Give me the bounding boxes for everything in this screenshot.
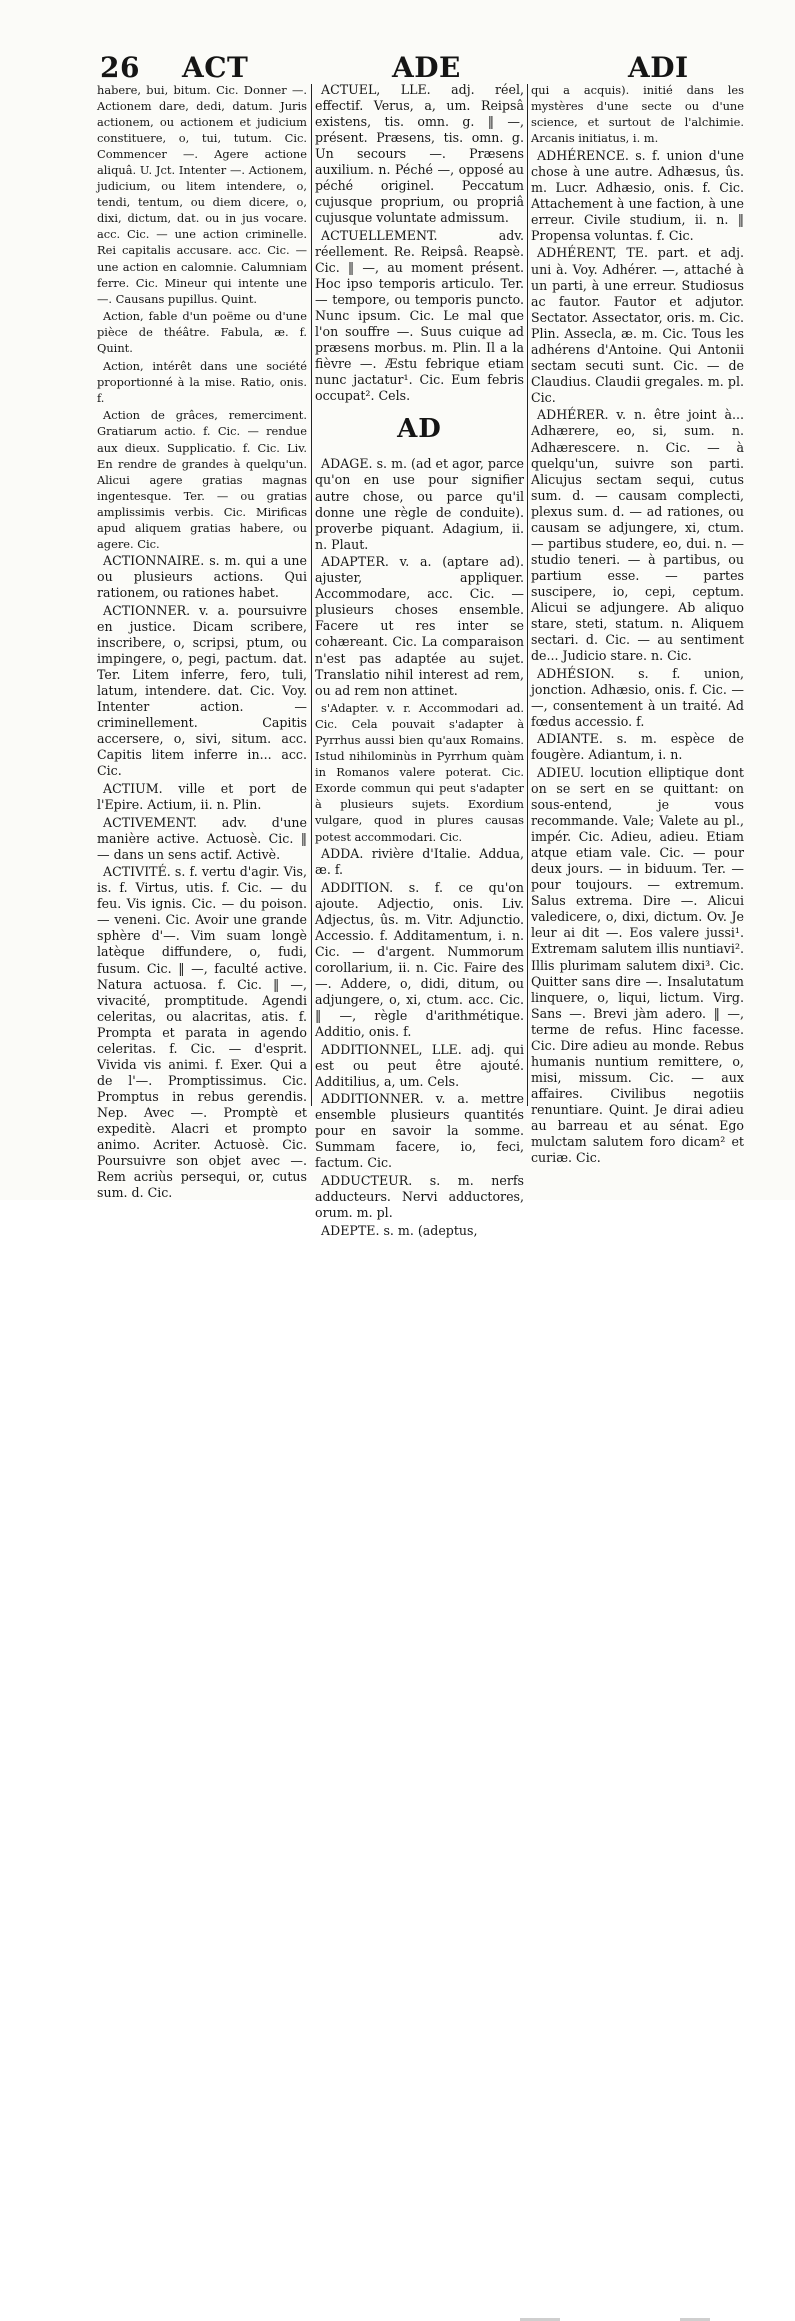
section-heading: AD [397, 414, 442, 445]
dictionary-entry: s'Adapter. v. r. Accommodari ad. Cic. Cela pouvait s'adapter à Pyrrhus aussi bien qu'aux Romains. Istud nihilominùs in Pyrrhum quàm in Romanos valere poterat. Cic. Exorde commun qui peut s'adapter à plusieurs sujets. Exordium vulgare, quod in plures causas potest accommodari. Cic. [315, 701, 524, 844]
entry-continuation: qui a acquis). initié dans les mystères d'une secte ou d'une science, et surtout de l'alchimie. Arcanis initiatus, i. m. [531, 83, 744, 146]
dictionary-entry: ADHÉSION. s. f. union, jonction. Adhæsio, onis. f. Cic. — —, consentement à un traité. Ad fœdus accessio. f. [531, 665, 744, 729]
dictionary-entry: ADDITIONNEL, LLE. adj. qui est ou peut être ajouté. Additilius, a, um. Cels. [315, 1041, 524, 1089]
middle-guide-word: ADE [392, 51, 461, 84]
dictionary-entry: ACTIUM. ville et port de l'Epire. Actium, ii. n. Plin. [97, 781, 307, 813]
column-rule-right [527, 84, 528, 1106]
entry-continuation: habere, bui, bitum. Cic. Donner —. Actionem dare, dedi, datum. Juris actionem, ou actionem et judicium constituere, o, tui, tutum. Cic. Commencer —. Agere actione aliquâ. U. Jct. Intenter —. Actionem, judicium, ou litem intendere, o, tendi, tentum, ou diem dicere, o, dixi, dictum, dat. ou in jus vocare. acc. Cic. — une action criminelle. Rei capitalis accusare. acc. Cic. — une action en calomnie. Calumniam ferre. Cic. Mineur qui intente une —. Causans pupillus. Quint. [97, 83, 307, 306]
dictionary-entry: Action, intérêt dans une société proportionné à la mise. Ratio, onis. f. [97, 358, 307, 405]
dictionary-entry: ADHÉRENT, TE. part. et adj. uni à. Voy. Adhérer. —, attaché à un parti, à une erreur. Studiosus ac fautor. Fautor et adjutor. Sectator. Assectator, oris. m. Cic. Plin. Assecla, æ. m. Cic. Tous les adhérens d'Antoine. Qui Antonii sectam secuti sunt. Cic. — de Claudius. Claudii gregales. m. pl. Cic. [531, 245, 744, 405]
dictionary-entry: ADDITION. s. f. ce qu'on ajoute. Adjectio, onis. Liv. Adjectus, ûs. m. Vitr. Adjunctio. Accessio. f. Additamentum, i. n. Cic. — d'argent. Nummorum corollarium, ii. n. Cic. Faire des —. Addere, o, didi, ditum, ou adjungere, o, xi, ctum. acc. Cic. ‖ —, règle d'arithmétique. Additio, onis. f. [315, 879, 524, 1040]
dictionary-entry: ADDA. rivière d'Italie. Addua, æ. f. [315, 846, 524, 878]
column-middle [315, 82, 524, 1238]
column-left [97, 82, 307, 1201]
dictionary-entry: ACTIVEMENT. adv. d'une manière active. Actuosè. Cic. ‖ — dans un sens actif. Activè. [97, 814, 307, 862]
column-rule-left [311, 84, 312, 1106]
dictionary-entry: ADAGE. s. m. (ad et agor, parce qu'on en use pour signifier autre chose, ou parce qu'il donne une règle de conduite). proverbe piquant. Adagium, ii. n. Plaut. [315, 456, 524, 552]
left-guide-word: ACT [182, 51, 249, 84]
page-number: 26 [100, 51, 140, 84]
dictionary-entry: ACTIVITÉ. s. f. vertu d'agir. Vis, is. f. Virtus, utis. f. Cic. — du feu. Vis ignis. Cic. — du poison. — veneni. Cic. Avoir une grande sphère d'—. Vim suam longè latèque diffundere, o, fudi, fusum. Cic. ‖ —, faculté active. Natura actuosa. f. Cic. ‖ —, vivacité, promptitude. Agendi celeritas, ou alacritas, atis. f. Prompta et parata in agendo celeritas. f. Cic. — d'esprit. Vivida vis animi. f. Exer. Qui a de l'—. Promptissimus. Cic. Promptus in rebus gerendis. Nep. Avec —. Promptè et expeditè. Alacri et prompto animo. Acriter. Actuosè. Cic. Poursuivre son objet avec —. Rem acriùs persequi, or, cutus sum. d. Cic. [97, 864, 307, 1201]
dictionary-entry: ADAPTER. v. a. (aptare ad). ajuster, appliquer. Accommodare, acc. Cic. — plusieurs choses ensemble. Facere ut res inter se cohæreant. Cic. La comparaison n'est pas adaptée au sujet. Translatio nihil interest ad rem, ou ad rem non attinet. [315, 554, 524, 698]
dictionary-entry: ACTUEL, LLE. adj. réel, effectif. Verus, a, um. Reipsâ existens, tis. omn. g. ‖ —, présent. Præsens, tis. omn. g. Un secours —. Præsens auxilium. n. Péché —, opposé au péché originel. Peccatum cujusque proprium, ou propriâ cujusque voluntate admissum. [315, 82, 524, 226]
dictionary-entry: ADHÉRER. v. n. être joint à... Adhærere, eo, si, sum. n. Adhærescere. n. Cic. — à quelqu'un, suivre son parti. Alicujus sectam sequi, cutus sum. d. — causam complecti, plexus sum. d. — ad rationes, ou causam se adjungere, xi, ctum. — partibus studere, eo, dui. n. — studio teneri. — à partibus, ou partium esse. — partes suscipere, io, cepi, ceptum. Alicui se adjungere. Ab aliquo stare, steti, statum. n. Aliquem sectari. d. Cic. — au sentiment de... Judicio stare. n. Cic. [531, 407, 744, 664]
right-guide-word: ADI [628, 51, 689, 84]
dictionary-entry: ADDITIONNER. v. a. mettre ensemble plusieurs quantités pour en savoir la somme. Summam facere, io, feci, factum. Cic. [315, 1091, 524, 1171]
dictionary-entry: ACTUELLEMENT. adv. réellement. Re. Reipsâ. Reapsè. Cic. ‖ —, au moment présent. Hoc ipso temporis articulo. Ter. — tempore, ou temporis puncto. Nunc ipsum. Cic. Le mal que l'on souffre —. Suus cuique ad præsens morbus. m. Plin. Il a la fièvre —. Æstu febrique etiam nunc jactatur¹. Cic. Eum febris occupat². Cels. [315, 227, 524, 404]
dictionary-entry: ACTIONNER. v. a. poursuivre en justice. Dicam scribere, inscribere, o, scripsi, ptum, ou impingere, o, pegi, pactum. dat. Ter. Litem inferre, fero, tuli, latum, intendere. dat. Cic. Voy. Intenter action. — criminellement. Capitis accersere, o, sivi, situm. acc. Capitis litem inferre in... acc. Cic. [97, 603, 307, 779]
dictionary-entry: ADIEU. locution elliptique dont on se sert en se quittant: on sous-entend, je vous recommande. Vale; Valete au pl., impér. Cic. Adieu, adieu. Etiam atque etiam vale. Cic. — pour deux jours. — in biduum. Ter. — pour toujours. — extremum. Salus extrema. Dire —. Alicui valedicere, o, dixi, dictum. Ov. Je leur ai dit —. Eos valere jussi¹. Extremam salutem illis nuntiavi². Illis plurimam salutem dixi³. Cic. Quitter sans dire —. Insalutatum linquere, o, liqui, lictum. Virg. Sans —. Brevi jàm adero. ‖ —, terme de refus. Hinc facesse. Cic. Dire adieu au monde. Rebus humanis nuntium remittere, o, misi, missum. Cic. — aux affaires. Civilibus negotiis renuntiare. Quint. Je dirai adieu au barreau et au sénat. Ego mulctam salutem foro dicam² et curiæ. Cic. [531, 764, 744, 1166]
running-header [0, 50, 795, 86]
dictionary-entry: ACTIONNAIRE. s. m. qui a une ou plusieurs actions. Qui rationem, ou rationes habet. [97, 553, 307, 601]
dictionary-entry: Action, fable d'un poëme ou d'une pièce de théâtre. Fabula, æ. f. Quint. [97, 309, 307, 356]
column-right [531, 82, 744, 1166]
dictionary-entry: ADEPTE. s. m. (adeptus, [321, 1222, 478, 1238]
page-footer [0, 1148, 795, 1200]
dictionary-entry: ADHÉRENCE. s. f. union d'une chose à une autre. Adhæsus, ûs. m. Lucr. Adhæsio, onis. f. Cic. Attachement à une faction, à une erreur. Civile studium, ii. n. ‖ Propensa voluntas. f. Cic. [531, 147, 744, 243]
dictionary-entry: Action de grâces, remerciment. Gratiarum actio. f. Cic. — rendue aux dieux. Supplicatio. f. Cic. Liv. En rendre de grandes à quelqu'un. Alicui agere gratias magnas ingentesque. Ter. — ou gratias amplissimis verbis. Cic. Mirificas apud aliquem gratias habere, ou agere. Cic. [97, 408, 307, 551]
dictionary-entry: ADDUCTEUR. s. m. nerfs adducteurs. Nervi adductores, orum. m. pl. [315, 1173, 524, 1221]
dictionary-entry: ADIANTE. s. m. espèce de fougère. Adiantum, i. n. [531, 731, 744, 763]
